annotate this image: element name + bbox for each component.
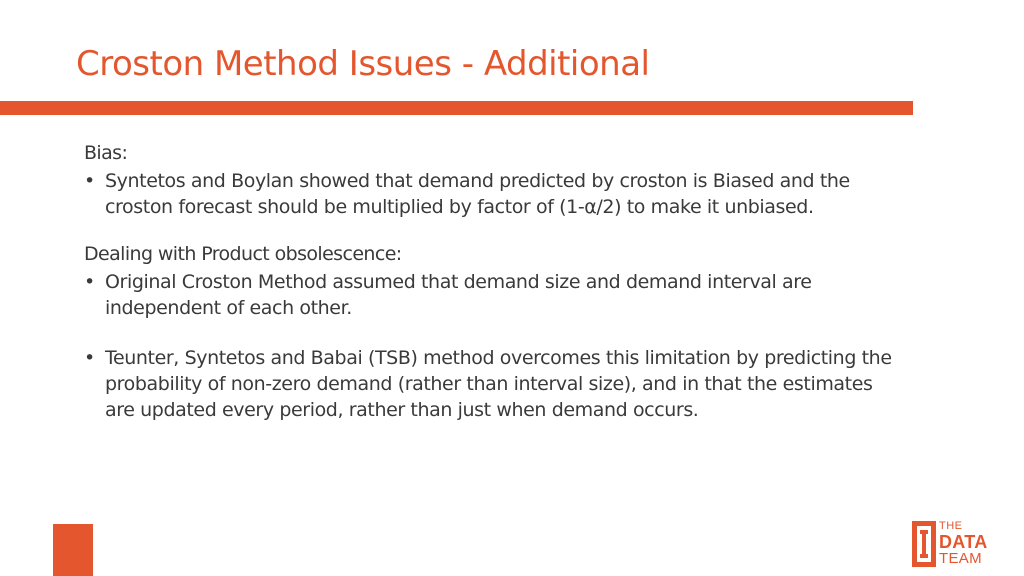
bullet-text: Original Croston Method assumed that demand size and demand interval are independent of each other.: [105, 271, 812, 319]
bullet-item: [84, 345, 904, 423]
bullet-dot-icon: •: [84, 271, 95, 293]
logo-text-team: TEAM: [939, 550, 982, 567]
bullet-item: [84, 168, 904, 220]
bullet-dot-icon: •: [84, 347, 95, 369]
logo-text-data: DATA: [939, 532, 988, 552]
logo-text-the: THE: [939, 520, 963, 532]
bullet-text: Teunter, Syntetos and Babai (TSB) method overcomes this limitation by predicting the probability of non-zero demand (rather than interval size), and in that the estimates are updated every period, rather than just when demand occurs.: [105, 347, 892, 421]
corner-accent-square: [53, 524, 93, 576]
obsolescence-section: [84, 241, 904, 423]
bias-section: [84, 140, 904, 220]
bullet-dot-icon: •: [84, 170, 95, 192]
section-heading-bias: Bias:: [84, 142, 128, 164]
the-data-team-logo: [912, 521, 1002, 567]
obsolescence-bullet-list: [84, 269, 904, 423]
section-heading-obsolescence: Dealing with Product obsolescence:: [84, 243, 402, 265]
slide-title: Croston Method Issues - Additional: [76, 44, 650, 84]
bullet-item: [84, 269, 904, 321]
logo-wordmark: [939, 521, 988, 566]
bias-bullet-list: [84, 168, 904, 220]
the-data-team-logo-icon: [912, 521, 936, 567]
slide-content: [84, 140, 904, 423]
title-underline-bar: [0, 101, 913, 115]
bullet-text: Syntetos and Boylan showed that demand predicted by croston is Biased and the croston forecast should be multiplied by factor of (1-α/2) to make it unbiased.: [105, 170, 850, 218]
